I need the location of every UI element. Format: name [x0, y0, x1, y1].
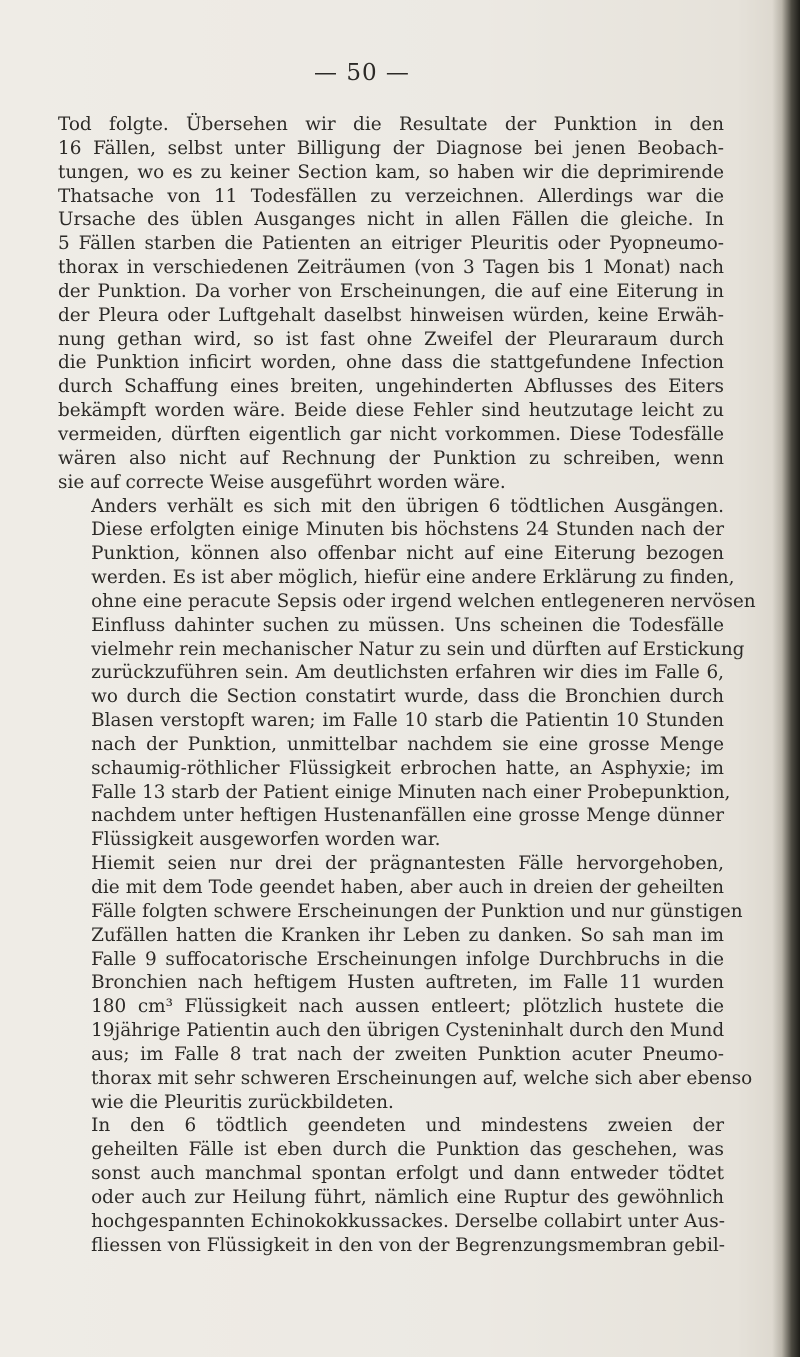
text-line: oder auch zur Heilung führt, nämlich eine Ruptur des gewöhnlich — [91, 1186, 724, 1208]
text-line: 19jährige Patientin auch den übrigen Cysteninhalt durch den Mund — [91, 1020, 725, 1042]
text-line: vermeiden, dürften eigentlich gar nicht vorkommen. Diese Todesfälle — [58, 423, 724, 445]
text-line: In den 6 tödtlich geendeten und mindestens zweien der — [91, 1115, 724, 1137]
text-line: vielmehr rein mechanischer Natur zu sein und dürften auf Erstickung — [91, 638, 745, 660]
text-line: wären also nicht auf Rechnung der Punktion zu schreiben, wenn — [58, 447, 724, 469]
page-number: — 50 — — [314, 60, 410, 86]
text-line: wo durch die Section constatirt wurde, dass die Bronchien durch — [91, 686, 724, 708]
text-line: Falle 9 suffocatorische Erscheinungen infolge Durchbruchs in die — [91, 948, 724, 970]
text-line: thorax mit sehr schweren Erscheinungen auf, welche sich aber ebenso — [91, 1067, 753, 1089]
paragraph-3 — [58, 852, 753, 1114]
text-line: Anders verhält es sich mit den übrigen 6 tödtlichen Ausgängen. — [91, 495, 724, 517]
paragraph-1 — [58, 113, 724, 495]
text-line: Falle 13 starb der Patient einige Minuten nach einer Probepunktion, — [91, 781, 731, 803]
text-line: die mit dem Tode geendet haben, aber auch in dreien der geheilten — [91, 877, 724, 898]
text-line: ohne eine peracute Sepsis oder irgend welchen entlegeneren nervösen — [91, 590, 756, 612]
text-line: Tod folgte. Übersehen wir die Resultate der Punktion in den — [58, 114, 724, 135]
text-line: durch Schaffung eines breiten, ungehinderten Abflusses des Eiters — [58, 376, 724, 398]
text-line: schaumig-röthlicher Flüssigkeit erbrochen hatte, an Asphyxie; im — [91, 757, 724, 779]
text-line: Thatsache von 11 Todesfällen zu verzeichnen. Allerdings war die — [58, 185, 724, 207]
text-line: die Punktion inficirt worden, ohne dass die stattgefundene Infection — [58, 352, 724, 374]
text-line: sie auf correcte Weise ausgeführt worden wäre. — [58, 471, 506, 493]
text-line: Diese erfolgten einige Minuten bis höchstens 24 Stunden nach der — [91, 519, 724, 541]
text-line: Bronchien nach heftigem Husten auftreten, im Falle 11 wurden — [91, 972, 724, 994]
text-line: Hiemit seien nur drei der prägnantesten Fälle hervorgehoben, — [91, 853, 724, 875]
text-line: nach der Punktion, unmittelbar nachdem sie eine grosse Menge — [91, 733, 724, 755]
text-line: hochgespannten Echinokokkussackes. Derselbe collabirt unter Aus- — [91, 1210, 725, 1232]
text-line: 16 Fällen, selbst unter Billigung der Diagnose bei jenen Beobach- — [58, 137, 724, 159]
text-line: 5 Fällen starben die Patienten an eitriger Pleuritis oder Pyopneumo- — [58, 233, 724, 255]
text-line: zurückzuführen sein. Am deutlichsten erfahren wir dies im Falle 6, — [91, 662, 724, 684]
binding-edge — [772, 0, 800, 1357]
text-line: der Punktion. Da vorher von Erscheinungen, die auf eine Eiterung in — [58, 280, 724, 302]
text-line: Flüssigkeit ausgeworfen worden war. — [91, 829, 441, 851]
text-line: Punktion, können also offenbar nicht auf eine Eiterung bezogen — [91, 543, 724, 565]
text-line: thorax in verschiedenen Zeiträumen (von 3 Tagen bis 1 Monat) nach — [58, 257, 724, 279]
text-line: fliessen von Flüssigkeit in den von der Begrenzungsmembran gebil- — [91, 1234, 725, 1256]
text-line: sonst auch manchmal spontan erfolgt und dann entweder tödtet — [91, 1163, 724, 1185]
text-line: tungen, wo es zu keiner Section kam, so haben wir die deprimirende — [58, 161, 724, 183]
text-line: Fälle folgten schwere Erscheinungen der Punktion und nur günstigen — [91, 900, 743, 922]
body-text — [58, 113, 756, 1258]
text-line: 180 cm³ Flüssigkeit nach aussen entleert; plötzlich hustete die — [91, 996, 724, 1018]
text-line: bekämpft worden wäre. Beide diese Fehler sind heutzutage leicht zu — [58, 400, 724, 422]
text-line: nachdem unter heftigen Hustenanfällen eine grosse Menge dünner — [91, 805, 724, 827]
paragraph-4 — [58, 1114, 724, 1257]
text-line: werden. Es ist aber möglich, hiefür eine andere Erklärung zu finden, — [91, 567, 735, 589]
text-line: nung gethan wird, so ist fast ohne Zweifel der Pleuraraum durch — [58, 328, 724, 350]
text-line: aus; im Falle 8 trat nach der zweiten Punktion acuter Pneumo- — [91, 1043, 724, 1065]
text-line: Zufällen hatten die Kranken ihr Leben zu danken. So sah man im — [91, 924, 724, 946]
paragraph-2 — [58, 495, 756, 853]
text-line: der Pleura oder Luftgehalt daselbst hinweisen würden, keine Erwäh- — [58, 304, 724, 326]
text-line: wie die Pleuritis zurückbildeten. — [91, 1091, 394, 1113]
text-line: geheilten Fälle ist eben durch die Punktion das geschehen, was — [91, 1139, 724, 1161]
text-line: Einfluss dahinter suchen zu müssen. Uns scheinen die Todesfälle — [91, 614, 724, 636]
text-line: Ursache des üblen Ausganges nicht in allen Fällen die gleiche. In — [58, 209, 724, 231]
text-line: Blasen verstopft waren; im Falle 10 starb die Patientin 10 Stunden — [91, 710, 724, 732]
